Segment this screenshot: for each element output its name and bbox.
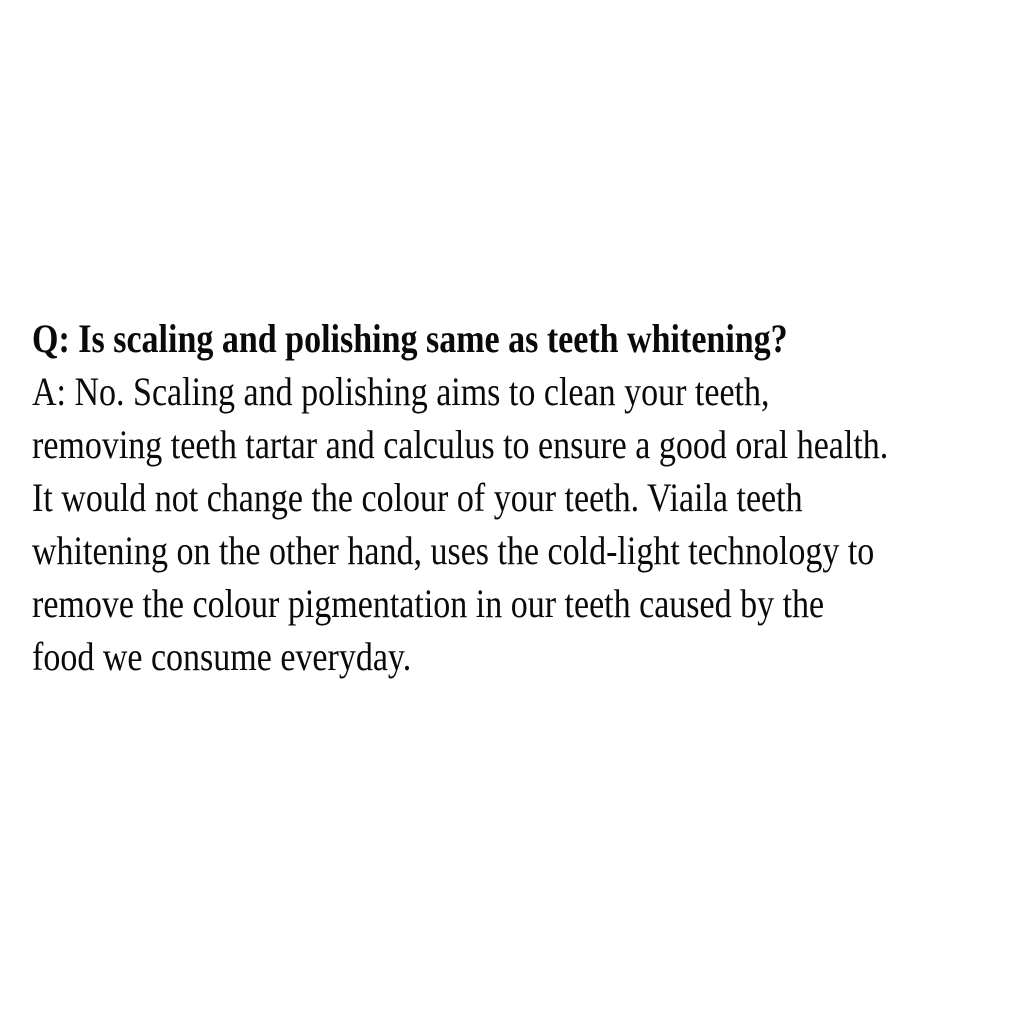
faq-answer-line: remove the colour pigmentation in our teeth caused by the (32, 581, 825, 626)
faq-text-block (32, 312, 888, 683)
faq-answer-line: food we consume everyday. (32, 634, 412, 679)
faq-answer-line: A: No. Scaling and polishing aims to clean your teeth, (32, 369, 770, 414)
faq-question: Q: Is scaling and polishing same as teeth whitening? (32, 316, 788, 361)
faq-answer-line: whitening on the other hand, uses the cold-light technology to (32, 528, 875, 573)
faq-answer-line: It would not change the colour of your teeth. Viaila teeth (32, 475, 803, 520)
faq-answer-line: removing teeth tartar and calculus to ensure a good oral health. (32, 422, 889, 467)
